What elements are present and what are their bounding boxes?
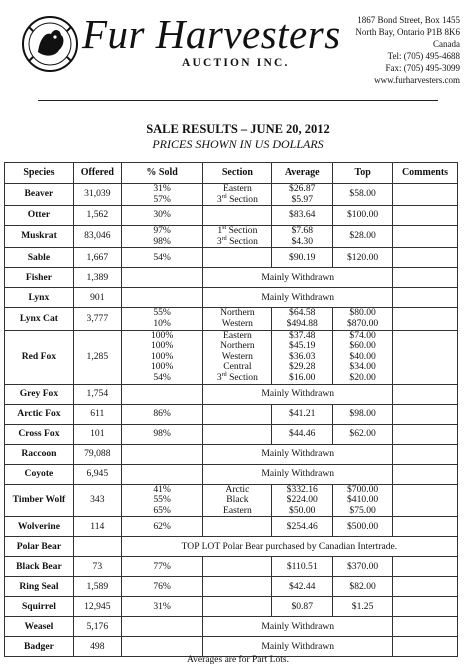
comments-cell bbox=[393, 424, 458, 444]
address-tel: Tel: (705) 495-4688 bbox=[387, 51, 460, 61]
sold-value: 100% bbox=[150, 350, 174, 362]
comments-cell bbox=[393, 206, 458, 226]
sold-value: 55% bbox=[153, 494, 171, 506]
sold-cell bbox=[121, 384, 203, 404]
note-cell: TOP LOT Polar Bear purchased by Canadian Intertrade. bbox=[121, 537, 457, 557]
top-value: $1.25 bbox=[351, 600, 374, 612]
note-cell: Mainly Withdrawn bbox=[203, 288, 393, 308]
sold-value: 97% bbox=[153, 225, 171, 237]
top-cell bbox=[333, 330, 393, 384]
sold-cell bbox=[121, 226, 203, 248]
sold-value: 100% bbox=[150, 361, 174, 373]
section-value: 3rd Section bbox=[216, 371, 258, 383]
table-row bbox=[5, 404, 458, 424]
top-value: $28.00 bbox=[349, 230, 376, 242]
section-cell bbox=[203, 517, 272, 537]
average-cell bbox=[272, 308, 333, 330]
average-value: $42.44 bbox=[289, 580, 316, 592]
header-divider bbox=[38, 100, 438, 101]
offered-cell: 73 bbox=[73, 557, 121, 577]
section-value: Eastern bbox=[222, 329, 252, 341]
sold-value: 62% bbox=[153, 520, 171, 532]
average-value: $37.48 bbox=[289, 329, 316, 341]
offered-cell: 3,777 bbox=[73, 308, 121, 330]
section-value: Central bbox=[223, 361, 252, 373]
sold-value: 100% bbox=[150, 329, 174, 341]
offered-cell bbox=[73, 537, 121, 557]
comments-cell bbox=[393, 637, 458, 657]
page-title: SALE RESULTS – JUNE 20, 2012 bbox=[146, 122, 330, 136]
offered-cell: 1,389 bbox=[73, 268, 121, 288]
top-value: $500.00 bbox=[347, 520, 379, 532]
species-cell: Ring Seal bbox=[5, 577, 74, 597]
species-cell: Red Fox bbox=[5, 330, 74, 384]
top-value: $20.00 bbox=[349, 371, 376, 383]
offered-cell: 611 bbox=[73, 404, 121, 424]
top-value: $60.00 bbox=[349, 340, 376, 352]
address-fax: Fax: (705) 495-3099 bbox=[385, 63, 460, 73]
offered-cell: 5,176 bbox=[73, 617, 121, 637]
company-subname: AUCTION INC. bbox=[182, 57, 290, 69]
offered-cell: 6,945 bbox=[73, 464, 121, 484]
sold-value: 77% bbox=[153, 560, 171, 572]
top-cell bbox=[333, 226, 393, 248]
offered-cell: 343 bbox=[73, 484, 121, 517]
top-cell bbox=[333, 206, 393, 226]
average-value: $7.68 bbox=[291, 225, 314, 237]
species-cell: Beaver bbox=[5, 184, 74, 206]
sold-value: 31% bbox=[153, 183, 171, 194]
species-cell: Timber Wolf bbox=[5, 484, 74, 517]
species-cell: Coyote bbox=[5, 464, 74, 484]
species-cell: Otter bbox=[5, 206, 74, 226]
table-row bbox=[5, 384, 458, 404]
table-row bbox=[5, 268, 458, 288]
column-header-comments: Comments bbox=[393, 163, 458, 184]
offered-cell: 114 bbox=[73, 517, 121, 537]
sold-value: 98% bbox=[153, 427, 171, 439]
species-cell: Weasel bbox=[5, 617, 74, 637]
address-website: www.furharvesters.com bbox=[374, 75, 460, 85]
top-value: $80.00 bbox=[349, 307, 376, 319]
section-cell bbox=[203, 226, 272, 248]
offered-cell: 901 bbox=[73, 288, 121, 308]
column-header-offered: Offered bbox=[73, 163, 121, 184]
top-cell bbox=[333, 577, 393, 597]
sold-cell bbox=[121, 444, 203, 464]
sold-cell bbox=[121, 617, 203, 637]
species-cell: Lynx bbox=[5, 288, 74, 308]
table-row bbox=[5, 248, 458, 268]
species-cell: Lynx Cat bbox=[5, 308, 74, 330]
average-cell bbox=[272, 597, 333, 617]
species-cell: Arctic Fox bbox=[5, 404, 74, 424]
company-name: Fur Harvesters bbox=[82, 11, 341, 57]
comments-cell bbox=[393, 184, 458, 206]
species-cell: Raccoon bbox=[5, 444, 74, 464]
sold-value: 10% bbox=[153, 317, 171, 329]
comments-cell bbox=[393, 464, 458, 484]
sold-cell bbox=[121, 484, 203, 517]
column-header-section: Section bbox=[203, 163, 272, 184]
section-cell bbox=[203, 308, 272, 330]
average-value: $16.00 bbox=[289, 371, 316, 383]
average-cell bbox=[272, 557, 333, 577]
comments-cell bbox=[393, 330, 458, 384]
offered-cell: 1,285 bbox=[73, 330, 121, 384]
comments-cell bbox=[393, 597, 458, 617]
average-value: $110.51 bbox=[286, 560, 318, 572]
top-value: $700.00 bbox=[347, 483, 379, 495]
comments-cell bbox=[393, 226, 458, 248]
average-value: $5.97 bbox=[291, 193, 314, 205]
offered-cell: 12,945 bbox=[73, 597, 121, 617]
sold-value: 31% bbox=[153, 600, 171, 612]
average-value: $36.03 bbox=[289, 350, 316, 362]
note-cell: Mainly Withdrawn bbox=[203, 464, 393, 484]
column-header-average: Average bbox=[272, 163, 333, 184]
species-cell: Grey Fox bbox=[5, 384, 74, 404]
offered-cell: 101 bbox=[73, 424, 121, 444]
average-cell bbox=[272, 184, 333, 206]
offered-cell: 1,754 bbox=[73, 384, 121, 404]
section-value: 3rd Section bbox=[216, 193, 258, 205]
sold-cell bbox=[121, 404, 203, 424]
section-cell bbox=[203, 597, 272, 617]
average-value: $41.21 bbox=[289, 407, 316, 419]
top-value: $98.00 bbox=[349, 407, 376, 419]
address-country: Canada bbox=[433, 39, 460, 49]
comments-cell bbox=[393, 577, 458, 597]
section-value: Eastern bbox=[222, 183, 252, 194]
comments-cell bbox=[393, 517, 458, 537]
offered-cell: 1,589 bbox=[73, 577, 121, 597]
section-value: Black bbox=[226, 494, 249, 506]
section-cell bbox=[203, 206, 272, 226]
average-value: $29.28 bbox=[289, 361, 316, 373]
offered-cell: 498 bbox=[73, 637, 121, 657]
company-logo bbox=[20, 12, 80, 76]
table-row bbox=[5, 537, 458, 557]
table-row bbox=[5, 184, 458, 206]
table-row bbox=[5, 577, 458, 597]
average-value: $90.19 bbox=[289, 251, 316, 263]
table-row bbox=[5, 444, 458, 464]
average-value: $224.00 bbox=[286, 494, 318, 506]
note-cell: Mainly Withdrawn bbox=[203, 384, 393, 404]
sold-cell bbox=[121, 597, 203, 617]
sold-cell bbox=[121, 206, 203, 226]
top-cell bbox=[333, 557, 393, 577]
section-cell bbox=[203, 248, 272, 268]
comments-cell bbox=[393, 268, 458, 288]
section-value: Eastern bbox=[222, 504, 252, 516]
note-cell: Mainly Withdrawn bbox=[203, 444, 393, 464]
section-value: Western bbox=[221, 350, 253, 362]
section-cell bbox=[203, 484, 272, 517]
average-value: $83.64 bbox=[289, 209, 316, 221]
top-cell bbox=[333, 404, 393, 424]
comments-cell bbox=[393, 308, 458, 330]
average-cell bbox=[272, 404, 333, 424]
sold-value: 54% bbox=[153, 251, 171, 263]
sold-value: 55% bbox=[153, 307, 171, 319]
average-cell bbox=[272, 330, 333, 384]
section-value: Northern bbox=[220, 340, 255, 352]
sold-value: 100% bbox=[150, 340, 174, 352]
species-cell: Black Bear bbox=[5, 557, 74, 577]
species-cell: Badger bbox=[5, 637, 74, 657]
section-cell bbox=[203, 330, 272, 384]
address-street: 1867 Bond Street, Box 1455 bbox=[357, 15, 460, 25]
top-value: $74.00 bbox=[349, 329, 376, 341]
sold-cell bbox=[121, 557, 203, 577]
sold-value: 76% bbox=[153, 580, 171, 592]
average-value: $45.19 bbox=[289, 340, 316, 352]
comments-cell bbox=[393, 557, 458, 577]
average-value: $4.30 bbox=[291, 235, 314, 247]
table-header-row bbox=[5, 163, 458, 184]
page-subtitle: PRICES SHOWN IN US DOLLARS bbox=[152, 137, 324, 151]
top-value: $62.00 bbox=[349, 427, 376, 439]
top-value: $40.00 bbox=[349, 350, 376, 362]
top-value: $870.00 bbox=[347, 317, 379, 329]
section-value: Western bbox=[221, 317, 253, 329]
average-value: $50.00 bbox=[289, 504, 316, 516]
average-cell bbox=[272, 206, 333, 226]
comments-cell bbox=[393, 384, 458, 404]
species-cell: Sable bbox=[5, 248, 74, 268]
section-cell bbox=[203, 424, 272, 444]
section-value: Arctic bbox=[225, 483, 250, 495]
top-cell bbox=[333, 484, 393, 517]
average-cell bbox=[272, 577, 333, 597]
sold-cell bbox=[121, 308, 203, 330]
note-cell: Mainly Withdrawn bbox=[203, 268, 393, 288]
note-cell: Mainly Withdrawn bbox=[203, 617, 393, 637]
average-value: $26.87 bbox=[289, 183, 316, 194]
table-row bbox=[5, 206, 458, 226]
sold-value: 57% bbox=[153, 193, 171, 205]
address-city: North Bay, Ontario P1B 8K6 bbox=[355, 27, 460, 37]
sold-cell bbox=[121, 248, 203, 268]
sold-cell bbox=[121, 424, 203, 444]
comments-cell bbox=[393, 444, 458, 464]
top-cell bbox=[333, 424, 393, 444]
top-cell bbox=[333, 597, 393, 617]
section-value: 3rd Section bbox=[216, 235, 258, 247]
top-cell bbox=[333, 184, 393, 206]
sold-cell bbox=[121, 637, 203, 657]
average-cell bbox=[272, 248, 333, 268]
top-value: $100.00 bbox=[347, 209, 379, 221]
species-cell: Fisher bbox=[5, 268, 74, 288]
section-cell bbox=[203, 557, 272, 577]
table-body bbox=[5, 184, 458, 657]
offered-cell: 1,562 bbox=[73, 206, 121, 226]
average-value: $44.46 bbox=[289, 427, 316, 439]
sold-cell bbox=[121, 577, 203, 597]
average-value: $64.58 bbox=[289, 307, 316, 319]
sold-cell bbox=[121, 517, 203, 537]
species-cell: Cross Fox bbox=[5, 424, 74, 444]
comments-cell bbox=[393, 248, 458, 268]
top-value: $370.00 bbox=[347, 560, 379, 572]
top-value: $82.00 bbox=[349, 580, 376, 592]
average-value: $0.87 bbox=[291, 600, 314, 612]
species-cell: Muskrat bbox=[5, 226, 74, 248]
top-cell bbox=[333, 308, 393, 330]
comments-cell bbox=[393, 288, 458, 308]
sold-value: 98% bbox=[153, 235, 171, 247]
comments-cell bbox=[393, 484, 458, 517]
table-row bbox=[5, 617, 458, 637]
sold-cell bbox=[121, 184, 203, 206]
average-cell bbox=[272, 226, 333, 248]
offered-cell: 79,088 bbox=[73, 444, 121, 464]
column-header-species: Species bbox=[5, 163, 74, 184]
table-row bbox=[5, 597, 458, 617]
top-value: $34.00 bbox=[349, 361, 376, 373]
table-row bbox=[5, 424, 458, 444]
sold-cell bbox=[121, 330, 203, 384]
average-value: $254.46 bbox=[286, 520, 318, 532]
species-cell: Wolverine bbox=[5, 517, 74, 537]
table-row bbox=[5, 484, 458, 517]
table-row bbox=[5, 226, 458, 248]
table-row bbox=[5, 557, 458, 577]
table-row bbox=[5, 330, 458, 384]
sold-cell bbox=[121, 288, 203, 308]
sold-cell bbox=[121, 268, 203, 288]
top-value: $75.00 bbox=[349, 504, 376, 516]
offered-cell: 83,046 bbox=[73, 226, 121, 248]
company-address bbox=[355, 14, 460, 86]
average-cell bbox=[272, 424, 333, 444]
column-header-top: Top bbox=[333, 163, 393, 184]
sold-value: 86% bbox=[153, 407, 171, 419]
average-value: $332.16 bbox=[286, 483, 318, 495]
average-cell bbox=[272, 484, 333, 517]
average-value: $494.88 bbox=[286, 317, 318, 329]
top-value: $58.00 bbox=[349, 188, 376, 200]
average-cell bbox=[272, 517, 333, 537]
table-row bbox=[5, 464, 458, 484]
species-cell: Polar Bear bbox=[5, 537, 74, 557]
sold-value: 30% bbox=[153, 209, 171, 221]
column-header-sold: % Sold bbox=[121, 163, 203, 184]
sale-results-table bbox=[4, 162, 458, 657]
species-cell: Squirrel bbox=[5, 597, 74, 617]
footer-note: Averages are for Part Lots. bbox=[187, 655, 289, 665]
comments-cell bbox=[393, 617, 458, 637]
top-cell bbox=[333, 248, 393, 268]
comments-cell bbox=[393, 404, 458, 424]
top-cell bbox=[333, 517, 393, 537]
table-row bbox=[5, 637, 458, 657]
sold-cell bbox=[121, 464, 203, 484]
sold-value: 54% bbox=[153, 371, 171, 383]
table-row bbox=[5, 288, 458, 308]
table-row bbox=[5, 517, 458, 537]
sold-value: 65% bbox=[153, 504, 171, 516]
offered-cell: 31,039 bbox=[73, 184, 121, 206]
section-cell bbox=[203, 577, 272, 597]
top-value: $410.00 bbox=[347, 494, 379, 506]
sold-value: 41% bbox=[153, 483, 171, 495]
top-value: $120.00 bbox=[347, 251, 379, 263]
table-row bbox=[5, 308, 458, 330]
section-value: Northern bbox=[220, 307, 255, 319]
section-cell bbox=[203, 404, 272, 424]
offered-cell: 1,667 bbox=[73, 248, 121, 268]
section-value: 1st Section bbox=[217, 225, 258, 237]
section-cell bbox=[203, 184, 272, 206]
note-cell: Mainly Withdrawn bbox=[203, 637, 393, 657]
